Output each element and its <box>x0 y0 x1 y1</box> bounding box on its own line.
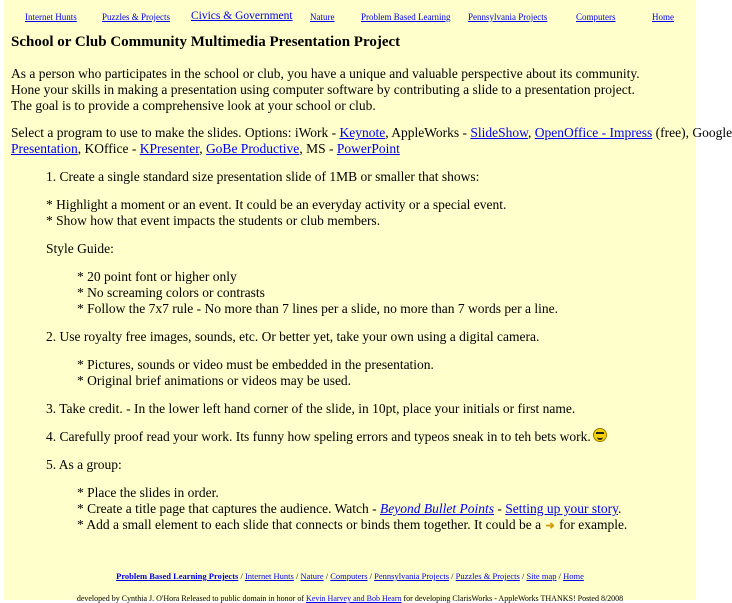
footer-sep: / <box>519 571 527 581</box>
step-2-bullets <box>77 357 692 389</box>
credit-lead: developed by Cynthia J. O'Hora Released to public domain in honor of <box>76 594 306 603</box>
page <box>4 0 732 603</box>
bullet-sep: - <box>494 501 506 516</box>
intro-line-2: Hone your skills in making a presentation using computer software by contributing a slide to a presentation project. <box>11 82 635 97</box>
list-item <box>77 501 692 517</box>
style-guide-label <box>46 241 692 257</box>
footer-nature[interactable]: Nature <box>300 571 324 581</box>
setting-up-your-story-link[interactable]: Setting up your story <box>505 501 619 516</box>
program-options <box>11 125 732 157</box>
footer-sep: / <box>323 571 331 581</box>
program-sep: , AppleWorks - <box>385 125 471 140</box>
style-guide-bullets <box>77 269 692 317</box>
google-presentation-link[interactable]: Presentation <box>11 141 78 156</box>
footer-internet-hunts[interactable]: Internet Hunts <box>244 571 294 581</box>
slideshow-link[interactable]: SlideShow <box>470 125 529 140</box>
list-item: * Place the slides in order. <box>77 485 219 500</box>
step-4-heading <box>46 428 692 445</box>
step-1-text: 1. Create a single standard size presentation slide of 1MB or smaller that shows: <box>46 169 480 184</box>
nav-civics-government[interactable]: Civics & Government <box>191 10 293 22</box>
program-lead-text: Select a program to use to make the slides. Options: iWork - <box>11 125 340 140</box>
step-4-text: 4. Carefully proof read your work. Its funny how speling errors and typeos sneak in to teh bets work. <box>46 429 591 444</box>
nav-puzzles-projects[interactable]: Puzzles & Projects <box>102 12 170 22</box>
powerpoint-link[interactable]: PowerPoint <box>336 141 400 156</box>
top-navigation <box>4 6 696 28</box>
step-5-bullets <box>77 485 692 534</box>
program-sep: , <box>199 141 206 156</box>
step-5-text: 5. As a group: <box>46 457 122 472</box>
nav-home[interactable]: Home <box>652 12 674 22</box>
footer-pennsylvania-projects[interactable]: Pennsylvania Projects <box>374 571 450 581</box>
list-item: * No screaming colors or contrasts <box>77 285 265 300</box>
credit-names-link[interactable]: Kevin Harvey and Bob Hearn <box>305 594 402 603</box>
step-3-text: 3. Take credit. - In the lower left hand corner of the slide, in 10pt, place your initials or first name. <box>46 401 576 416</box>
list-item: * 20 point font or higher only <box>77 269 237 284</box>
list-item <box>77 517 692 534</box>
program-sep: , <box>528 125 535 140</box>
list-item: * Original brief animations or videos may be used. <box>77 373 352 388</box>
gobe-productive-link[interactable]: GoBe Productive <box>205 141 300 156</box>
footer-problem-based-learning-projects[interactable]: Problem Based Learning Projects <box>116 571 239 581</box>
footer-sep: / <box>556 571 564 581</box>
footer-home[interactable]: Home <box>563 571 584 581</box>
footer-computers[interactable]: Computers <box>330 571 368 581</box>
intro-line-3: The goal is to provide a comprehensive look at your school or club. <box>11 98 376 113</box>
arrow-icon: ➜ <box>545 520 555 532</box>
openoffice-impress-link[interactable]: OpenOffice - Impress <box>534 125 653 140</box>
program-sep: (free), Google <box>652 125 732 140</box>
step-2-text: 2. Use royalty free images, sounds, etc. Or better yet, take your own using a digital camera. <box>46 329 540 344</box>
footer-sep: / <box>293 571 301 581</box>
smiley-icon <box>593 428 607 442</box>
program-sep: , MS - <box>299 141 337 156</box>
footer-puzzles-projects[interactable]: Puzzles & Projects <box>455 571 520 581</box>
step-2-heading <box>46 329 692 345</box>
intro-line-1: As a person who participates in the school or club, you have a unique and valuable perspective about its community. <box>11 66 640 81</box>
step-1-bullets <box>46 197 692 229</box>
nav-computers[interactable]: Computers <box>576 12 616 22</box>
bullet-end: . <box>618 501 622 516</box>
keynote-link[interactable]: Keynote <box>339 125 386 140</box>
list-item: * Pictures, sounds or video must be embedded in the presentation. <box>77 357 434 372</box>
step-5-heading <box>46 457 692 473</box>
list-item: * Follow the 7x7 rule - No more than 7 lines per a slide, no more than 7 words per a line. <box>77 301 559 316</box>
style-guide-text: Style Guide: <box>46 241 114 256</box>
kpresenter-link[interactable]: KPresenter <box>139 141 200 156</box>
footer-site-map[interactable]: Site map <box>526 571 557 581</box>
list-item: * Show how that event impacts the students or club members. <box>46 213 381 228</box>
intro-paragraph <box>11 66 692 114</box>
bullet-end: for example. <box>555 517 628 532</box>
footer-sep: / <box>449 571 456 581</box>
nav-internet-hunts[interactable]: Internet Hunts <box>25 12 77 22</box>
footer-sep: / <box>367 571 375 581</box>
nav-pennsylvania-projects[interactable]: Pennsylvania Projects <box>468 12 548 22</box>
program-sep: , KOffice - <box>77 141 140 156</box>
bullet-text: * Add a small element to each slide that connects or binds them together. It could be a <box>77 517 545 532</box>
footer-sep: / <box>238 571 245 581</box>
list-item: * Highlight a moment or an event. It could be an everyday activity or a special event. <box>46 197 507 212</box>
step-1-heading <box>46 169 692 185</box>
step-3-heading <box>46 401 692 417</box>
beyond-bullet-points-link[interactable]: Beyond Bullet Points <box>380 501 495 516</box>
nav-nature[interactable]: Nature <box>310 12 335 22</box>
credit-line <box>4 594 696 603</box>
footer-navigation <box>4 571 696 581</box>
page-title: School or Club Community Multimedia Presentation Project <box>11 34 401 50</box>
bullet-text: * Create a title page that captures the audience. Watch - <box>77 501 381 516</box>
nav-problem-based-learning[interactable]: Problem Based Learning <box>361 12 451 22</box>
credit-end: for developing ClarisWorks - AppleWorks THANKS! Posted 8/2008 <box>401 594 624 603</box>
